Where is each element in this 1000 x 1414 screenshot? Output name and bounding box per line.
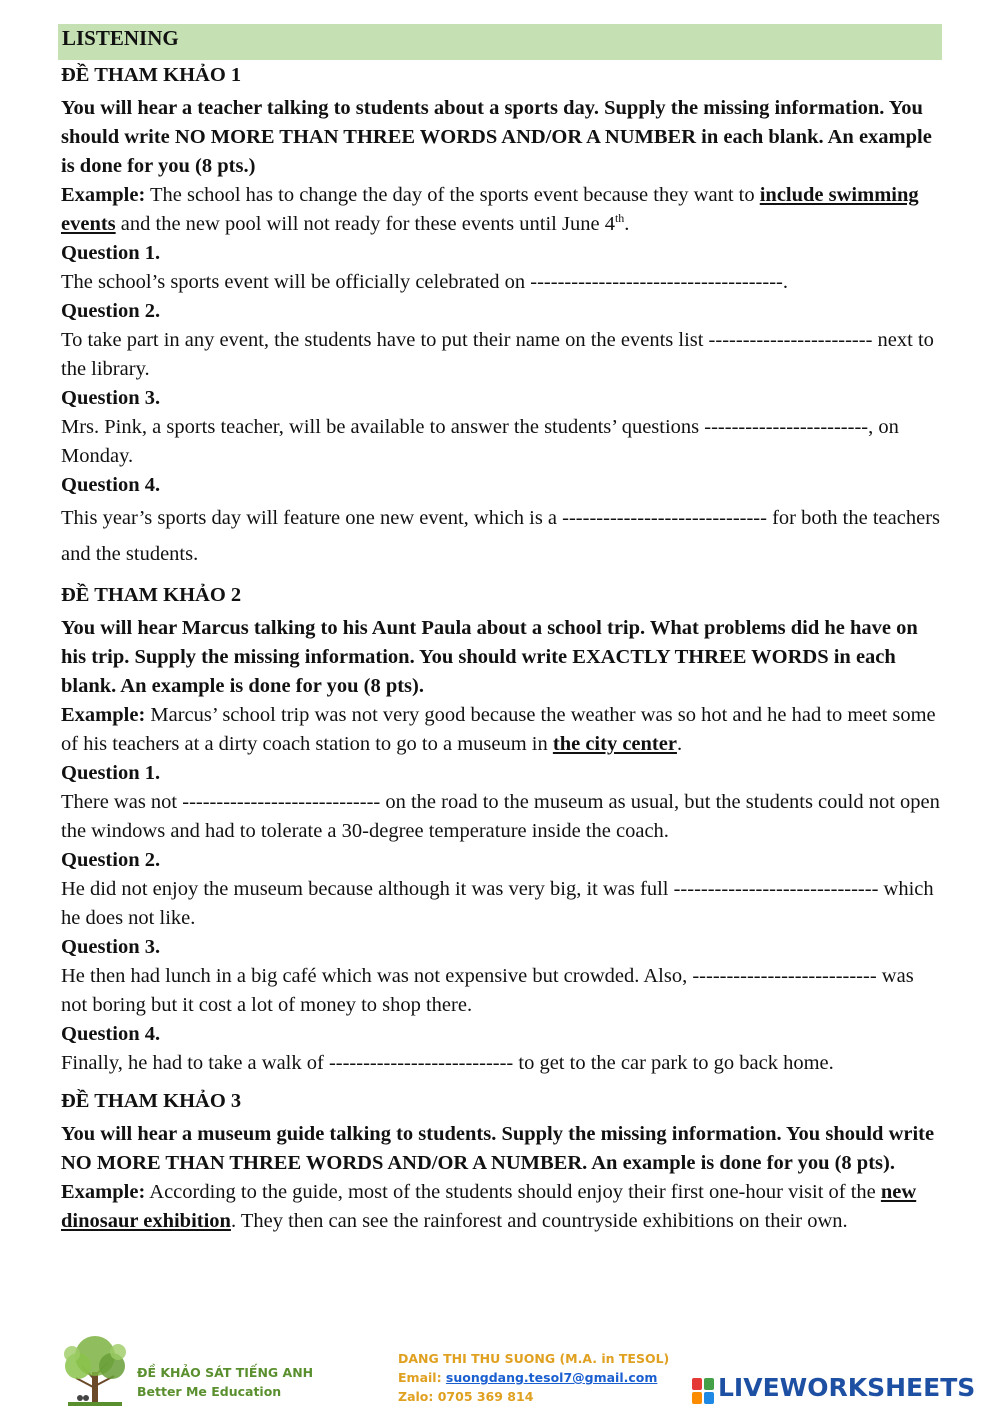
s1-question-text: To take part in any event, the students have to put their name on the events list ------------------------ next to the library. — [61, 329, 934, 380]
s2-question-label: Question 2. — [61, 849, 161, 871]
s1-question-text: Mrs. Pink, a sports teacher, will be available to answer the students’ questions ------------------------, on Monday. — [61, 416, 899, 467]
example-text-cont: and the new pool will not ready for these events until June 4 — [115, 213, 615, 235]
example-end: . They then can see the rainforest and countryside exhibitions on their own. — [230, 1210, 848, 1232]
section-2-example — [61, 701, 941, 759]
section-1-instruction: You will hear a teacher talking to students about a sports day. Supply the missing information. You should write NO MORE THAN THREE WORDS AND/OR A NUMBER in each blank. An example is done for you (8 pts.) — [61, 97, 932, 177]
s1-question-text: The school’s sports event will be officially celebrated on -------------------------------------. — [61, 271, 788, 293]
s2-question-label: Question 3. — [61, 936, 161, 958]
s1-question-label: Question 3. — [61, 387, 161, 409]
section-banner — [58, 24, 942, 60]
liveworksheets-icon — [692, 1378, 714, 1404]
tree-logo-icon — [58, 1332, 132, 1410]
s2-question-label: Question 4. — [61, 1023, 161, 1045]
example-text: Marcus’ school trip was not very good because the weather was so hot and he had to meet some of his teachers at a dirty coach station to go to a museum in — [61, 704, 936, 755]
s1-question-label: Question 4. — [61, 474, 161, 496]
example-end: . — [624, 213, 630, 235]
example-label: Example: — [61, 704, 146, 726]
example-answer: the city center — [552, 733, 677, 755]
s1-question-label: Question 2. — [61, 300, 161, 322]
email-link[interactable]: suongdang.tesol7@gmail.com — [445, 1370, 658, 1385]
example-label: Example: — [61, 1181, 146, 1203]
superscript: th — [614, 211, 625, 226]
contact-name: DANG THI THU SUONG (M.A. in TESOL) — [398, 1351, 670, 1366]
section-3-title: ĐỀ THAM KHẢO 3 — [61, 1090, 242, 1112]
section-2-title: ĐỀ THAM KHẢO 2 — [61, 584, 242, 606]
section-3-instruction: You will hear a museum guide talking to students. Supply the missing information. You should write NO MORE THAN THREE WORDS AND/OR A NUMBER. An example is done for you (8 pts). — [61, 1123, 935, 1174]
contact-zalo: Zalo: 0705 369 814 — [398, 1389, 534, 1404]
worksheet-content — [61, 60, 941, 1236]
example-text: According to the guide, most of the students should enjoy their first one-hour visit of the — [145, 1181, 881, 1203]
section-1-example — [61, 181, 941, 239]
banner-title: LISTENING — [62, 26, 179, 50]
section-3-example — [61, 1178, 941, 1236]
brand-title: ĐỀ KHẢO SÁT TIẾNG ANH — [137, 1365, 314, 1380]
s1-question-text: This year’s sports day will feature one new event, which is a ------------------------------ for both the teachers and the students. — [61, 507, 940, 565]
example-end: . — [676, 733, 683, 755]
section-2-instruction: You will hear Marcus talking to his Aunt Paula about a school trip. What problems did he have on his trip. Supply the missing information. You should write EXACTLY THREE WORDS in each blank. An example is done for you (8 pts). — [61, 617, 918, 697]
section-1-title: ĐỀ THAM KHẢO 1 — [61, 64, 242, 86]
s1-question-label: Question 1. — [61, 242, 161, 264]
s2-question-text: He did not enjoy the museum because although it was very big, it was full ------------------------------ which he does not like. — [61, 878, 934, 929]
brand-subtitle: Better Me Education — [137, 1384, 282, 1399]
liveworksheets-text: LIVEWORKSHEETS — [718, 1373, 976, 1402]
example-text: The school has to change the day of the sports event because they want to — [145, 184, 760, 206]
email-label: Email: — [398, 1370, 446, 1385]
footer — [0, 1320, 1000, 1414]
example-answer: new dinosaur exhibition — [61, 1181, 917, 1232]
s2-question-text: He then had lunch in a big café which was not expensive but crowded. Also, --------------------------- was not boring but it cost a lot of money to shop there. — [61, 965, 914, 1016]
s2-question-label: Question 1. — [61, 762, 161, 784]
contact-email — [398, 1370, 657, 1385]
example-answer: include swimming events — [61, 184, 919, 235]
s2-question-text: There was not ----------------------------- on the road to the museum as usual, but the students could not open the windows and had to tolerate a 30-degree temperature inside the coach. — [61, 791, 940, 842]
example-label: Example: — [61, 184, 146, 206]
s2-question-text: Finally, he had to take a walk of --------------------------- to get to the car park to go back home. — [61, 1052, 834, 1074]
